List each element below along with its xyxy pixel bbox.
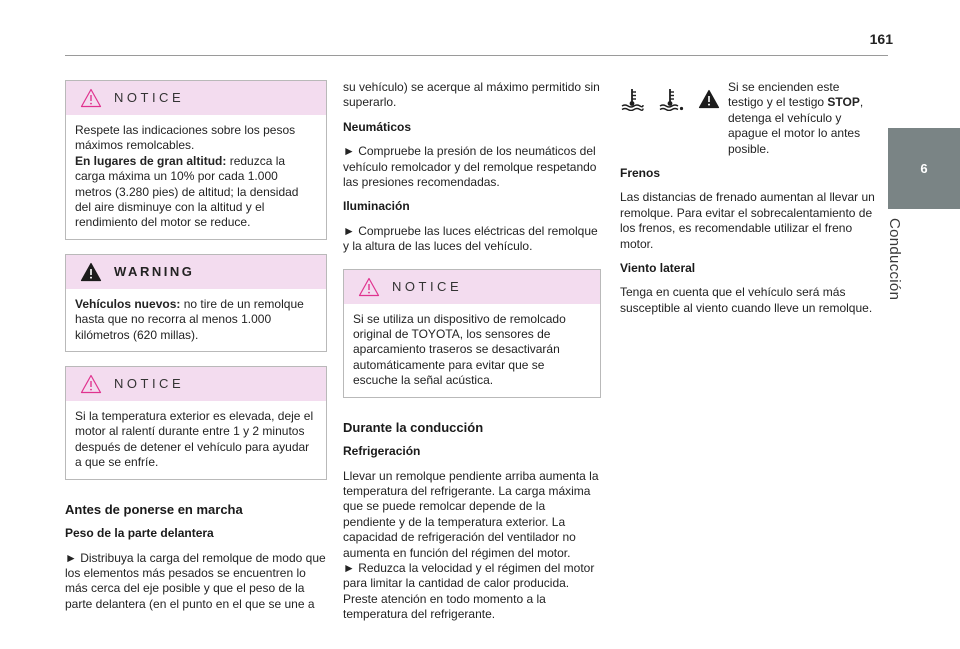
coolant-temperature-alert-icon bbox=[658, 87, 684, 111]
warning-text-rest: no tire de un remolque hasta que no recorra al menos 1.000 kilómetros (620 millas). bbox=[75, 296, 304, 342]
body-paragraph: Tenga en cuenta que el vehículo será más susceptible al viento cuando lleve un remolque. bbox=[620, 285, 873, 315]
notice-text bbox=[75, 154, 317, 231]
notice-header bbox=[66, 81, 326, 115]
notice-heading: NOTICE bbox=[392, 278, 463, 294]
subsection-title: Viento lateral bbox=[620, 261, 696, 276]
chapter-side-label bbox=[882, 218, 912, 318]
warning-text bbox=[75, 297, 317, 343]
notice-box bbox=[343, 269, 601, 398]
subsection-title: Neumáticos bbox=[343, 119, 412, 134]
notice-text: Si se utiliza un dispositivo de remolcado original de TOYOTA, los sensores de aparcamiento traseros se desactivarán automáticamente para evitar que se escuche la señal acústica. bbox=[353, 311, 566, 388]
general-warning-icon bbox=[698, 89, 720, 109]
notice-text-rest: reduzca la carga máxima un 10% por cada 1.000 metros (3.280 pies) de altitud; la densidad del aire disminuye con la altitud y el rendimiento del motor se reduce. bbox=[75, 153, 299, 230]
subsection-title: Refrigeración bbox=[343, 444, 421, 459]
body-paragraph: ► Reduzca la velocidad y el régimen del motor para limitar la cantidad de calor producida. Preste atención en todo momento a la temperatura del refrigerante. bbox=[343, 560, 595, 622]
notice-text: Respete las indicaciones sobre los pesos máximos remolcables. bbox=[75, 123, 296, 153]
warning-light-icons bbox=[620, 80, 728, 111]
warning-header bbox=[66, 255, 326, 289]
subsection-title: Frenos bbox=[620, 166, 661, 181]
column-3 bbox=[620, 80, 878, 316]
warning-body bbox=[66, 289, 326, 351]
chapter-tab[interactable] bbox=[888, 128, 960, 209]
body-paragraph: Llevar un remolque pendiente arriba aumenta la temperatura del refrigerante. La carga máxima que se puede remolcar depende de la pendiente y de la temperatura exterior. La capacidad de refrigeración del ventilador no aumenta en función del régimen del motor. bbox=[343, 468, 599, 560]
notice-box bbox=[65, 80, 327, 240]
warning-lights-text bbox=[728, 80, 878, 157]
column-2 bbox=[343, 80, 601, 623]
notice-heading: NOTICE bbox=[114, 90, 185, 106]
notice-text: Si la temperatura exterior es elevada, deje el motor al ralentí durante entre 1 y 2 minutos después de detener el vehículo para ayudar a que se enfríe. bbox=[75, 409, 314, 470]
section-title: Antes de ponerse en marcha bbox=[65, 501, 243, 517]
notice-body bbox=[66, 115, 326, 239]
notice-body bbox=[66, 401, 326, 479]
warning-box bbox=[65, 254, 327, 352]
chapter-title: Conducción bbox=[886, 218, 903, 301]
notice-box bbox=[65, 366, 327, 480]
notice-triangle-icon bbox=[80, 374, 102, 394]
column-1 bbox=[65, 80, 327, 612]
notice-triangle-icon bbox=[358, 277, 380, 297]
section-title: Durante la conducción bbox=[343, 419, 484, 435]
subsection-title: Peso de la parte delantera bbox=[65, 526, 214, 541]
body-paragraph: Las distancias de frenado aumentan al llevar un remolque. Para evitar el sobrecalentamiento de los frenos, es recomendable utilizar el freno motor. bbox=[620, 190, 875, 251]
body-paragraph: ► Distribuya la carga del remolque de modo que los elementos más pesados se encuentren lo más cerca del eje posible y que el peso de la parte delantera (en el punto en el que se une a bbox=[65, 550, 326, 611]
notice-triangle-icon bbox=[80, 88, 102, 108]
notice-heading: NOTICE bbox=[114, 376, 185, 392]
header-rule bbox=[65, 55, 888, 56]
warning-bold-label: Vehículos nuevos: bbox=[75, 296, 181, 311]
body-paragraph: su vehículo) se acerque al máximo permitido sin superarlo. bbox=[343, 80, 600, 110]
notice-body bbox=[344, 304, 600, 397]
coolant-temperature-icon bbox=[620, 87, 644, 111]
page-number: 161 bbox=[869, 31, 893, 47]
warning-heading: WARNING bbox=[114, 264, 195, 280]
body-paragraph: ► Compruebe la presión de los neumáticos del vehículo remolcador y del remolque respetando las presiones recomendadas. bbox=[343, 144, 597, 190]
stop-label: STOP bbox=[827, 95, 860, 110]
text-fragment: , detenga el vehículo y apague el motor lo antes posible. bbox=[728, 95, 864, 156]
warning-lights-row bbox=[620, 80, 878, 157]
notice-header bbox=[66, 367, 326, 401]
subsection-title: Iluminación bbox=[343, 199, 410, 214]
notice-header bbox=[344, 270, 600, 304]
text-fragment: Si se encienden este testigo y el testigo bbox=[728, 80, 840, 110]
chapter-number: 6 bbox=[920, 161, 928, 176]
notice-bold-label: En lugares de gran altitud: bbox=[75, 153, 227, 168]
warning-triangle-icon bbox=[80, 262, 102, 282]
body-paragraph: ► Compruebe las luces eléctricas del remolque y la altura de las luces del vehículo. bbox=[343, 223, 598, 254]
